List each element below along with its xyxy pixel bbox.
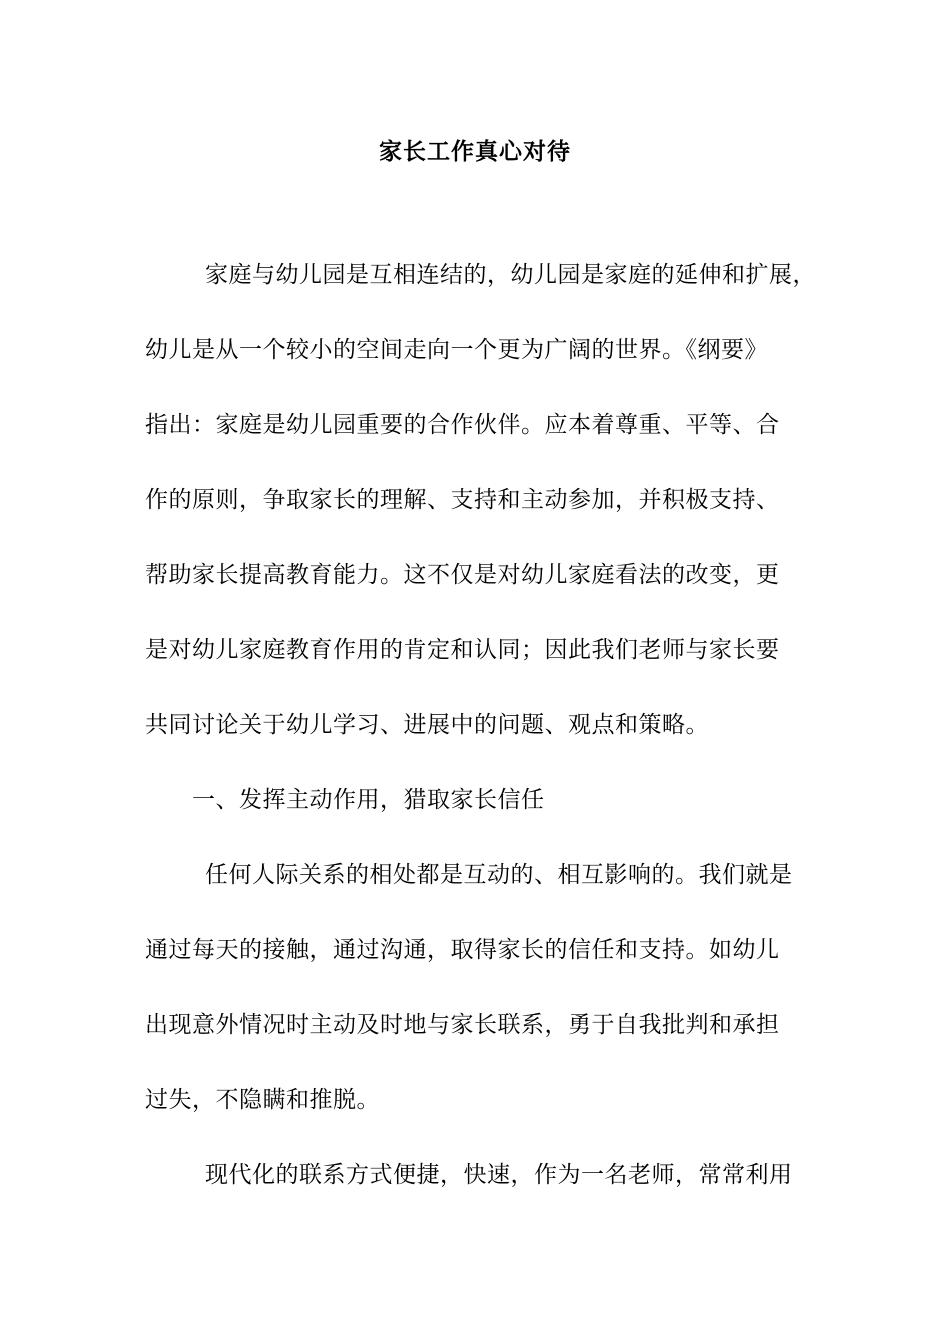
paragraph-1-line-2: 幼儿是从一个较小的空间走向一个更为广阔的世界。《纲要》 xyxy=(145,337,768,363)
paragraph-1-line-6: 是对幼儿家庭教育作用的肯定和认同；因此我们老师与家长要 xyxy=(145,637,780,663)
paragraph-1-line-5: 帮助家长提高教育能力。这不仅是对幼儿家庭看法的改变，更 xyxy=(145,562,780,588)
paragraph-3-line-1: 现代化的联系方式便捷，快速，作为一名老师，常常利用 xyxy=(205,1162,793,1188)
paragraph-1-line-1: 家庭与幼儿园是互相连结的，幼儿园是家庭的延伸和扩展， xyxy=(205,262,816,288)
document-title: 家长工作真心对待 xyxy=(379,138,571,165)
paragraph-1-line-4: 作的原则，争取家长的理解、支持和主动参加，并积极支持、 xyxy=(145,487,780,513)
paragraph-2-line-4: 过失，不隐瞒和推脱。 xyxy=(145,1087,380,1113)
paragraph-2-line-2: 通过每天的接触，通过沟通，取得家长的信任和支持。如幼儿 xyxy=(145,937,780,963)
paragraph-1-line-3: 指出：家庭是幼儿园重要的合作伙伴。应本着尊重、平等、合 xyxy=(145,412,780,438)
paragraph-2-line-3: 出现意外情况时主动及时地与家长联系，勇于自我批判和承担 xyxy=(145,1012,780,1038)
paragraph-2-line-1: 任何人际关系的相处都是互动的、相互影响的。我们就是 xyxy=(205,862,793,888)
section-1-heading: 一、发挥主动作用，猎取家长信任 xyxy=(192,787,545,813)
paragraph-1-line-7: 共同讨论关于幼儿学习、进展中的问题、观点和策略。 xyxy=(145,712,709,738)
